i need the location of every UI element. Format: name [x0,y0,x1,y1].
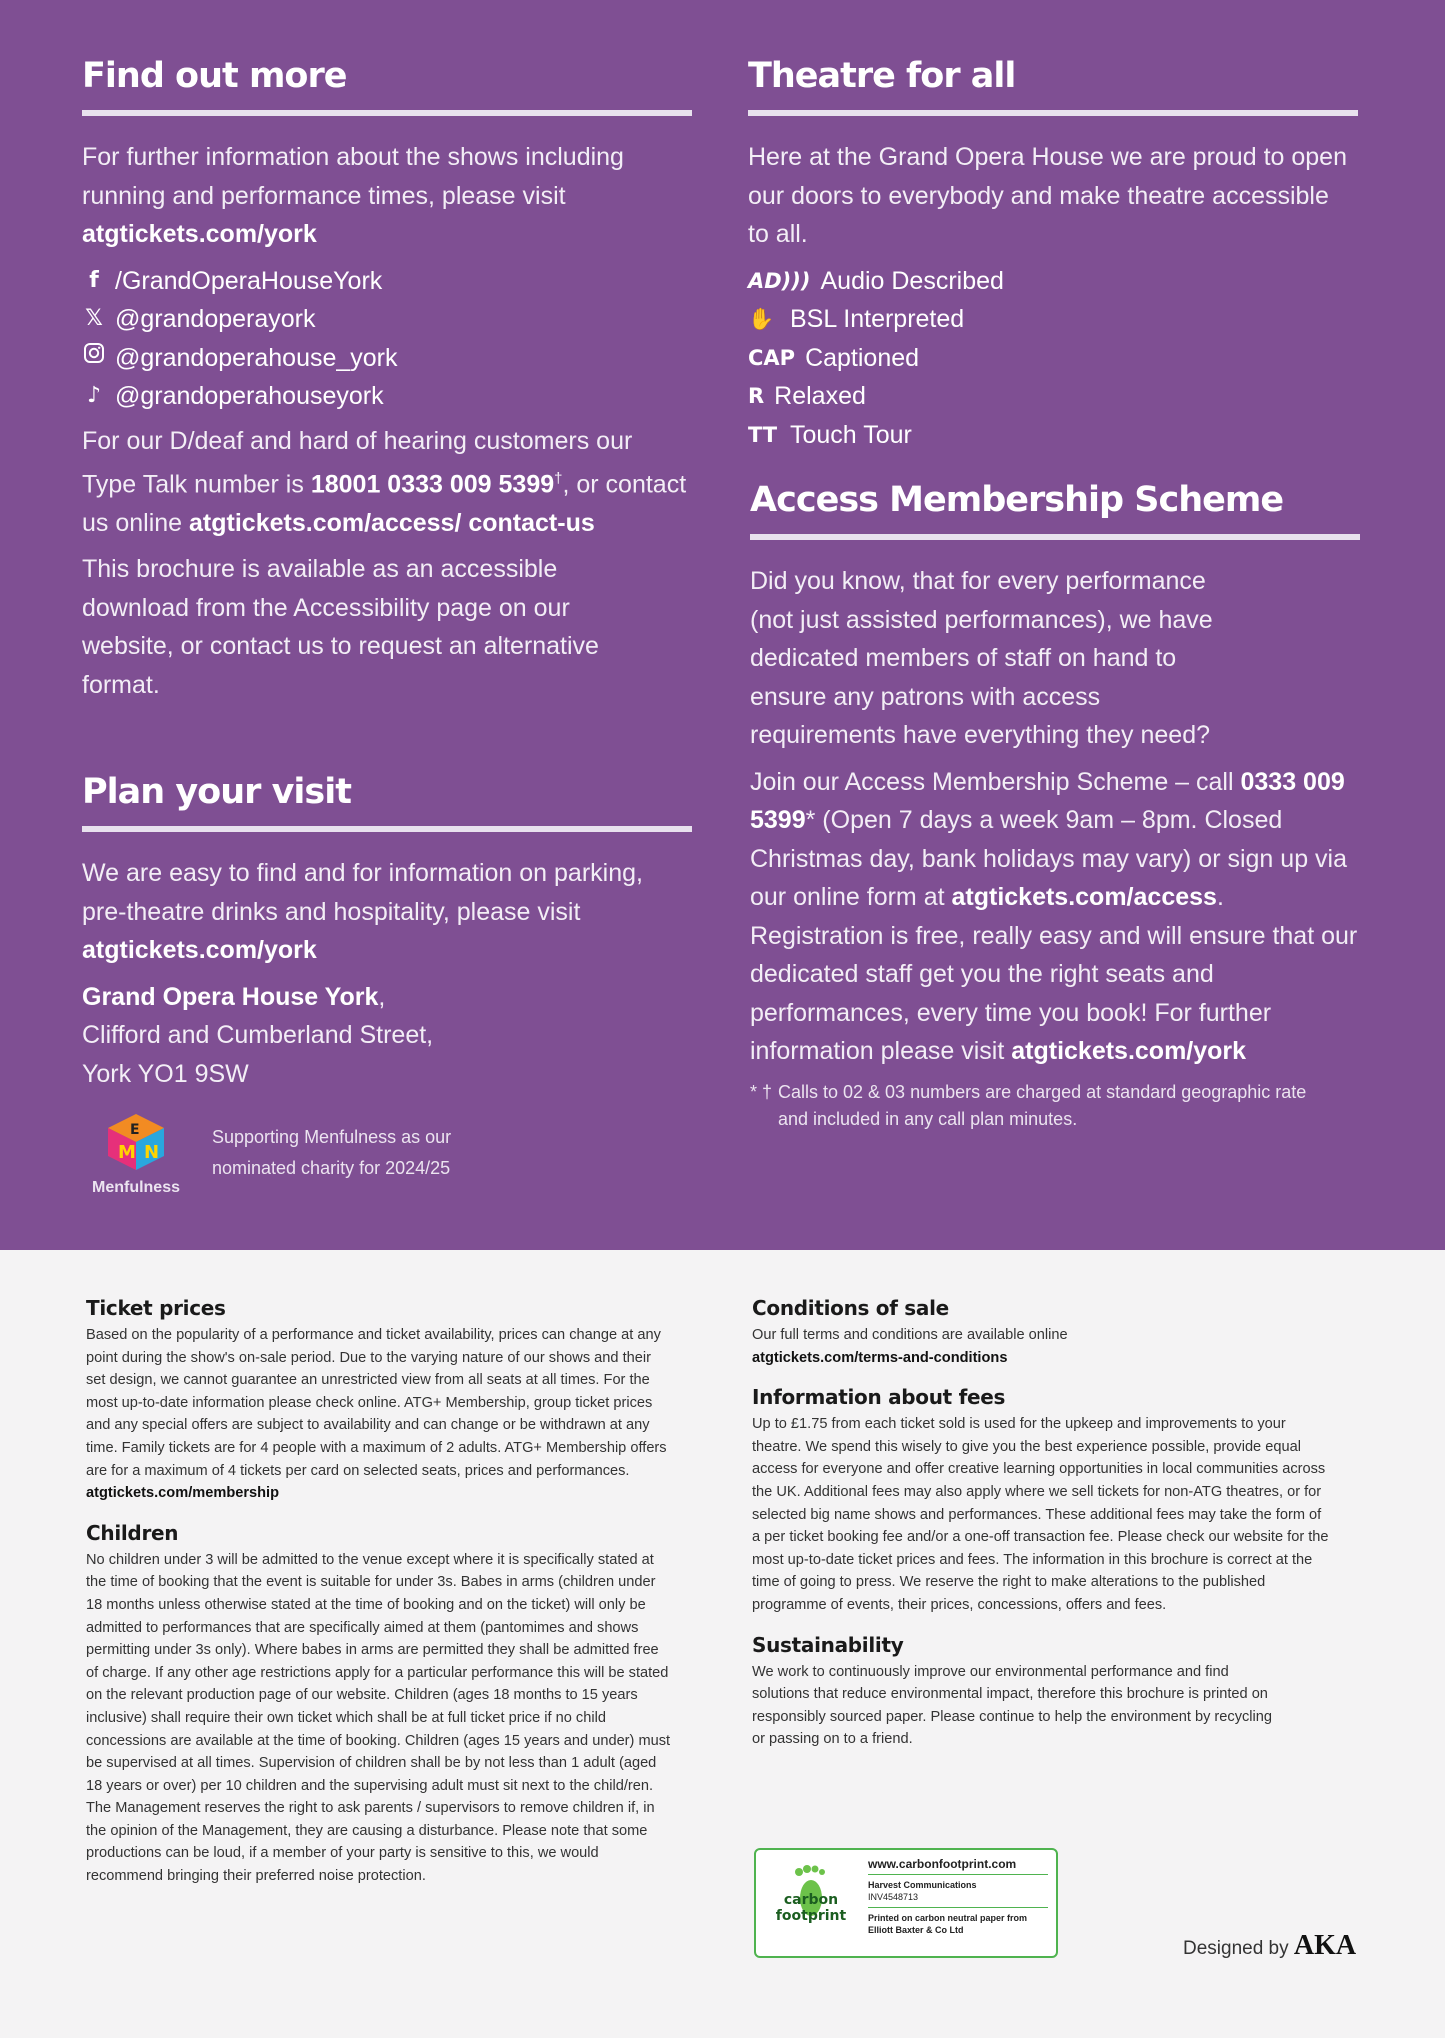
carbon-details: www.carbonfootprint.com Harvest Communications INV4548713 Printed on carbon neutral paper from Elliott Baxter & Co Ltd [868,1858,1048,1936]
audio-described-icon: AD))) [748,268,811,293]
access-item-bsl: ✋ BSL Interpreted [748,300,1358,339]
calls-footnote: * † Calls to 02 & 03 numbers are charged at standard geographic rate and included in any call plan minutes. [750,1081,1307,1129]
svg-text:M: M [118,1142,136,1163]
social-tiktok[interactable]: ♪ @grandoperahouseyork [82,377,692,416]
york-link-3[interactable]: atgtickets.com/york [1011,1037,1247,1065]
carbon-footprint-badge [754,1848,1058,1958]
find-out-more-heading: Find out more [82,56,347,96]
plan-visit-section [82,772,692,1101]
fees-text: Up to £1.75 from each ticket sold is used for the upkeep and improvements to your theatre. We spend this wisely to give you the best experience possible, provide equal access for everyone and offer creative learning opportunities in local communities across the UK. Additional fees may also apply where we sell tickets for non-ATG theatres, or for selected big name shows and performances. These additional fees may take the form of a per ticket booking fee and/or a one-off transaction fee. Please check our website for the most up-to-date ticket prices and fees. The information in this brochure is correct at the time of going to press. We reserve the right to make alterations to the published programme of events, their prices, concessions, offers and fees. [752,1416,1329,1613]
bsl-hands-icon: ✋ [748,307,775,331]
find-out-more-text: For further information about the shows including running and performance times, please visit atgtickets.com/york [82,143,624,248]
children-text: No children under 3 will be admitted to the venue except where it is specifically stated at the time of booking that the event is suitable for under 3s. Babes in arms (children under 18 months unless otherwise stated at the time of booking and on the ticket) will only be admitted to performances that are specifically aimed at them (pantomimes and shows permitting under 3s only). Where babes in arms are permitted they shall be admitted free of charge. If any other age restrictions apply for a particular performance this will be stated on the relevant production page of our website. Children (ages 18 months to 15 years inclusive) shall require their own ticket which shall be at full ticket price if no child concessions are available at the time of booking. Children (ages 15 years and under) must be supervised at all times. Supervision of children shall be by not less than 1 adult (aged 18 years or over) per 10 children and the supervising adult must sit next to the child/ren. The Management reserves the right to ask parents / supervisors to remove children if, in the opinion of the Management, they are causing a disturbance. Please note that some productions can be loud, if a member of your party is sensitive to this, we would recommend bringing their preferred noise protection. [86,1551,671,1885]
theatre-for-all-intro: Here at the Grand Opera House we are proud to open our doors to everybody and make theatre accessible to all. [748,143,1347,248]
social-instagram[interactable]: @grandoperahouse_york [82,339,692,378]
conditions-text: Our full terms and conditions are available online atgtickets.com/terms-and-conditions [752,1327,1068,1366]
conditions-heading: Conditions of sale [752,1296,949,1320]
aka-logo: AKA [1293,1930,1357,1961]
access-item-relaxed: R Relaxed [748,377,1358,416]
venue-address: Grand Opera House York, Clifford and Cumberland Street, York YO1 9SW [82,982,434,1088]
designer-credit: Designed by AKA [1183,1930,1357,1961]
plan-visit-heading: Plan your visit [82,772,351,812]
divider [748,110,1358,116]
sustainability-heading: Sustainability [752,1632,904,1657]
access-item-touch-tour: TT Touch Tour [748,416,1358,455]
access-membership-heading: Access Membership Scheme [750,480,1284,520]
plan-visit-text: We are easy to find and for information on parking, pre-theatre drinks and hospitality, please visit atgtickets.com/york [82,859,643,964]
ticket-prices-heading: Ticket prices [86,1296,226,1320]
carbon-url[interactable]: www.carbonfootprint.com [868,1858,1048,1875]
right-terms-column [752,1296,1332,1767]
access-membership-section [750,480,1360,1133]
york-link[interactable]: atgtickets.com/york [82,220,317,248]
svg-text:E: E [130,1122,140,1138]
x-icon: 𝕏 [85,306,103,331]
menfulness-logo: M E N Menfulness [86,1112,186,1197]
membership-phone: 0333 009 5399 [750,767,1345,834]
typetalk-text: For our D/deaf and hard of hearing customers our Type Talk number is 18001 0333 009 5399†, or contact us online atgtickets.com/access/ contact-us [82,426,687,537]
access-item-captioned: CAP Captioned [748,339,1358,378]
social-facebook[interactable]: f /GrandOperaHouseYork [82,262,692,301]
social-x[interactable]: 𝕏 @grandoperayork [82,300,692,339]
access-membership-p2: Join our Access Membership Scheme – call 0333 009 5399* (Open 7 days a week 9am – 8pm. Closed Christmas day, bank holidays may vary) or sign up via our online form at atgtickets.com/access. Registration is free, really easy and will ensure that our dedicated staff get you the right seats and performances, every time you book! For further information please visit atgtickets.com/york [750,767,1358,1065]
charity-text: Supporting Menfulness as our nominated charity for 2024/25 [212,1127,452,1178]
captioned-icon: CAP [748,345,796,370]
access-contact-link[interactable]: atgtickets.com/access/ contact-us [189,508,595,537]
touch-tour-icon: TT [748,422,778,447]
ticket-prices-text: Based on the popularity of a performance and ticket availability, prices can change at any point during the show's on-sale period. Due to the varying nature of our shows and their set design, we cannot guarantee an unrestricted view from all seats at all times. For the most up-to-date information please check online. ATG+ Membership, group ticket prices and any special offers are subject to availability and can change or be withdrawn at any time. Family tickets are for 4 people with a maximum of 2 adults. ATG+ Membership offers are for a maximum of 4 tickets per card on selected seats, prices and performances. atgtickets.com/membership [86,1327,667,1502]
membership-link[interactable]: atgtickets.com/membership [86,1485,280,1502]
theatre-for-all-heading: Theatre for all [748,56,1016,96]
york-link-2[interactable]: atgtickets.com/york [82,936,317,964]
access-item-audio-described: AD))) Audio Described [748,262,1358,301]
menfulness-cube-icon [104,1112,168,1172]
access-link[interactable]: atgtickets.com/access [951,883,1217,911]
divider [82,110,692,116]
divider [750,534,1360,540]
children-heading: Children [86,1520,179,1545]
theatre-for-all-section [748,56,1358,454]
find-out-more-section [82,56,692,712]
ticket-prices-section [86,1296,672,1904]
fees-heading: Information about fees [752,1385,1006,1410]
tiktok-icon: ♪ [86,383,102,408]
instagram-icon [82,339,106,378]
terms-link[interactable]: atgtickets.com/terms-and-conditions [752,1349,1008,1366]
access-list [748,262,1358,455]
brochure-text: This brochure is available as an accessible download from the Accessibility page on our website, or contact us to request an alternative format. [82,555,599,699]
sustainability-text: We work to continuously improve our environmental performance and find solutions that reduce environmental impact, therefore this brochure is printed on responsibly sourced paper. Please continue to help the environment by recycling or passing on to a friend. [752,1663,1273,1748]
svg-text:N: N [144,1142,160,1163]
relaxed-icon: R [748,384,765,408]
facebook-icon: f [89,267,99,293]
divider [82,826,692,832]
carbon-footprint-logo: carbon footprint [766,1858,856,1948]
access-membership-p1: Did you know, that for every performance (not just assisted performances), we have dedicated members of staff on hand to ensure any patrons with access requirements have everything they need? [750,567,1213,749]
social-list [82,262,692,416]
